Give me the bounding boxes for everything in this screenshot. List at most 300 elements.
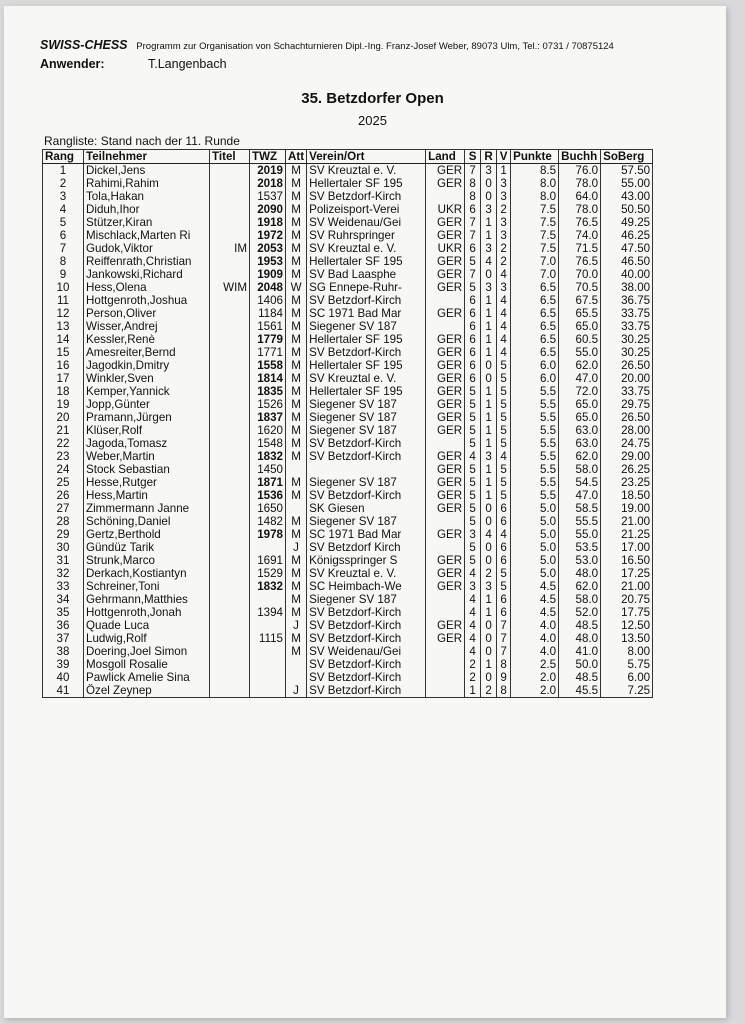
losses-cell: 9	[497, 671, 511, 684]
table-row	[43, 437, 653, 450]
club-cell: Siegener SV 187	[307, 411, 426, 424]
country-cell: UKR	[426, 203, 465, 216]
buchholz-cell: 74.0	[559, 229, 601, 242]
name-cell: Hess,Olena	[84, 281, 210, 294]
losses-cell: 3	[497, 216, 511, 229]
wins-cell: 4	[465, 645, 481, 658]
draws-cell: 1	[481, 476, 497, 489]
title-cell	[210, 606, 250, 619]
buchholz-cell: 78.0	[559, 203, 601, 216]
country-cell	[426, 645, 465, 658]
table-row	[43, 515, 653, 528]
brand-name: SWISS-CHESS	[40, 38, 128, 52]
rang-cell: 14	[43, 333, 84, 346]
twz-cell: 1953	[250, 255, 286, 268]
sonneborn-cell: 23.25	[601, 476, 653, 489]
sonneborn-cell: 46.50	[601, 255, 653, 268]
sonneborn-cell: 13.50	[601, 632, 653, 645]
twz-cell: 1832	[250, 450, 286, 463]
att-cell	[286, 463, 307, 476]
draws-cell: 0	[481, 502, 497, 515]
sonneborn-cell: 17.00	[601, 541, 653, 554]
name-cell: Gehrmann,Matthies	[84, 593, 210, 606]
col-r: R	[481, 150, 497, 164]
att-cell: M	[286, 424, 307, 437]
points-cell: 6.0	[511, 359, 559, 372]
att-cell: M	[286, 320, 307, 333]
wins-cell: 6	[465, 346, 481, 359]
col-punkte: Punkte	[511, 150, 559, 164]
country-cell	[426, 658, 465, 671]
wins-cell: 5	[465, 515, 481, 528]
points-cell: 8.5	[511, 164, 559, 178]
wins-cell: 4	[465, 593, 481, 606]
name-cell: Winkler,Sven	[84, 372, 210, 385]
losses-cell: 7	[497, 632, 511, 645]
twz-cell: 1406	[250, 294, 286, 307]
rang-cell: 18	[43, 385, 84, 398]
att-cell: M	[286, 476, 307, 489]
country-cell: GER	[426, 359, 465, 372]
title-cell	[210, 333, 250, 346]
name-cell: Jopp,Günter	[84, 398, 210, 411]
name-cell: Ludwig,Rolf	[84, 632, 210, 645]
ranking-table	[42, 149, 653, 698]
rang-cell: 19	[43, 398, 84, 411]
sonneborn-cell: 5.75	[601, 658, 653, 671]
twz-cell: 1814	[250, 372, 286, 385]
country-cell: GER	[426, 411, 465, 424]
country-cell: GER	[426, 229, 465, 242]
name-cell: Özel Zeynep	[84, 684, 210, 698]
rang-cell: 23	[43, 450, 84, 463]
buchholz-cell: 58.0	[559, 463, 601, 476]
points-cell: 4.0	[511, 645, 559, 658]
table-header-row	[43, 150, 653, 164]
rang-cell: 16	[43, 359, 84, 372]
name-cell: Tola,Hakan	[84, 190, 210, 203]
name-cell: Rahimi,Rahim	[84, 177, 210, 190]
club-cell: SV Weidenau/Gei	[307, 216, 426, 229]
points-cell: 2.0	[511, 671, 559, 684]
att-cell: M	[286, 398, 307, 411]
table-row	[43, 424, 653, 437]
title-cell	[210, 489, 250, 502]
table-row	[43, 593, 653, 606]
name-cell: Hottgenroth,Jonah	[84, 606, 210, 619]
name-cell: Gertz,Berthold	[84, 528, 210, 541]
draws-cell: 1	[481, 489, 497, 502]
table-row	[43, 229, 653, 242]
twz-cell	[250, 541, 286, 554]
att-cell: M	[286, 385, 307, 398]
wins-cell: 7	[465, 229, 481, 242]
draws-cell: 3	[481, 281, 497, 294]
wins-cell: 6	[465, 307, 481, 320]
country-cell: GER	[426, 255, 465, 268]
name-cell: Stützer,Kiran	[84, 216, 210, 229]
wins-cell: 1	[465, 684, 481, 698]
points-cell: 5.0	[511, 528, 559, 541]
att-cell: M	[286, 632, 307, 645]
buchholz-cell: 71.5	[559, 242, 601, 255]
name-cell: Diduh,Ihor	[84, 203, 210, 216]
club-cell: SV Betzdorf-Kirch	[307, 437, 426, 450]
att-cell: J	[286, 619, 307, 632]
name-cell: Strunk,Marco	[84, 554, 210, 567]
table-row	[43, 450, 653, 463]
title-cell	[210, 658, 250, 671]
table-row	[43, 554, 653, 567]
name-cell: Gudok,Viktor	[84, 242, 210, 255]
buchholz-cell: 53.5	[559, 541, 601, 554]
points-cell: 6.5	[511, 281, 559, 294]
wins-cell: 5	[465, 502, 481, 515]
draws-cell: 1	[481, 307, 497, 320]
wins-cell: 5	[465, 398, 481, 411]
name-cell: Hesse,Rutger	[84, 476, 210, 489]
draws-cell: 4	[481, 255, 497, 268]
sonneborn-cell: 12.50	[601, 619, 653, 632]
points-cell: 6.5	[511, 307, 559, 320]
rang-cell: 10	[43, 281, 84, 294]
country-cell: GER	[426, 372, 465, 385]
buchholz-cell: 62.0	[559, 580, 601, 593]
table-row	[43, 268, 653, 281]
sonneborn-cell: 26.50	[601, 411, 653, 424]
country-cell: UKR	[426, 242, 465, 255]
table-row	[43, 281, 653, 294]
draws-cell: 0	[481, 190, 497, 203]
title-cell	[210, 619, 250, 632]
sonneborn-cell: 17.25	[601, 567, 653, 580]
name-cell: Schöning,Daniel	[84, 515, 210, 528]
buchholz-cell: 54.5	[559, 476, 601, 489]
country-cell: GER	[426, 307, 465, 320]
wins-cell: 6	[465, 203, 481, 216]
draws-cell: 1	[481, 333, 497, 346]
country-cell: GER	[426, 333, 465, 346]
club-cell: Hellertaler SF 195	[307, 359, 426, 372]
sonneborn-cell: 50.50	[601, 203, 653, 216]
title-cell	[210, 567, 250, 580]
att-cell: M	[286, 489, 307, 502]
wins-cell: 5	[465, 541, 481, 554]
rang-cell: 4	[43, 203, 84, 216]
points-cell: 5.5	[511, 424, 559, 437]
draws-cell: 0	[481, 632, 497, 645]
att-cell: M	[286, 294, 307, 307]
sonneborn-cell: 33.75	[601, 307, 653, 320]
twz-cell: 1561	[250, 320, 286, 333]
sonneborn-cell: 28.00	[601, 424, 653, 437]
name-cell: Doering,Joel Simon	[84, 645, 210, 658]
att-cell: M	[286, 255, 307, 268]
twz-cell: 1558	[250, 359, 286, 372]
sonneborn-cell: 21.25	[601, 528, 653, 541]
col-att: Att	[286, 150, 307, 164]
draws-cell: 3	[481, 450, 497, 463]
country-cell	[426, 593, 465, 606]
rang-cell: 40	[43, 671, 84, 684]
points-cell: 5.5	[511, 476, 559, 489]
twz-cell: 1482	[250, 515, 286, 528]
wins-cell: 7	[465, 268, 481, 281]
points-cell: 6.5	[511, 333, 559, 346]
col-name: Teilnehmer	[84, 150, 210, 164]
losses-cell: 4	[497, 450, 511, 463]
country-cell	[426, 671, 465, 684]
draws-cell: 1	[481, 229, 497, 242]
points-cell: 5.5	[511, 450, 559, 463]
att-cell: M	[286, 450, 307, 463]
name-cell: Gündüz Tarik	[84, 541, 210, 554]
losses-cell: 7	[497, 619, 511, 632]
att-cell: M	[286, 593, 307, 606]
rang-cell: 1	[43, 164, 84, 178]
country-cell: GER	[426, 450, 465, 463]
country-cell: GER	[426, 398, 465, 411]
table-row	[43, 216, 653, 229]
sonneborn-cell: 30.25	[601, 333, 653, 346]
sonneborn-cell: 57.50	[601, 164, 653, 178]
col-titel: Titel	[210, 150, 250, 164]
points-cell: 5.5	[511, 411, 559, 424]
wins-cell: 4	[465, 619, 481, 632]
title-cell	[210, 203, 250, 216]
wins-cell: 5	[465, 489, 481, 502]
losses-cell: 6	[497, 593, 511, 606]
club-cell	[307, 463, 426, 476]
buchholz-cell: 70.5	[559, 281, 601, 294]
wins-cell: 8	[465, 190, 481, 203]
points-cell: 8.0	[511, 190, 559, 203]
buchholz-cell: 65.0	[559, 320, 601, 333]
table-row	[43, 463, 653, 476]
table-row	[43, 632, 653, 645]
buchholz-cell: 55.0	[559, 528, 601, 541]
losses-cell: 5	[497, 463, 511, 476]
title-cell	[210, 294, 250, 307]
title-cell	[210, 671, 250, 684]
col-verein: Verein/Ort	[307, 150, 426, 164]
att-cell: M	[286, 580, 307, 593]
title-cell	[210, 515, 250, 528]
wins-cell: 5	[465, 463, 481, 476]
att-cell: M	[286, 177, 307, 190]
title-cell: IM	[210, 242, 250, 255]
user-name: T.Langenbach	[148, 57, 227, 71]
club-cell: SC 1971 Bad Mar	[307, 307, 426, 320]
rang-cell: 26	[43, 489, 84, 502]
twz-cell: 1184	[250, 307, 286, 320]
country-cell: GER	[426, 346, 465, 359]
points-cell: 4.5	[511, 593, 559, 606]
club-cell: SK Giesen	[307, 502, 426, 515]
draws-cell: 1	[481, 320, 497, 333]
twz-cell: 1972	[250, 229, 286, 242]
table-row	[43, 671, 653, 684]
att-cell: M	[286, 528, 307, 541]
title-cell	[210, 177, 250, 190]
rang-cell: 8	[43, 255, 84, 268]
title-cell	[210, 359, 250, 372]
table-row	[43, 476, 653, 489]
club-cell: SV Betzdorf-Kirch	[307, 606, 426, 619]
sonneborn-cell: 38.00	[601, 281, 653, 294]
draws-cell: 1	[481, 411, 497, 424]
col-rang: Rang	[43, 150, 84, 164]
buchholz-cell: 55.0	[559, 346, 601, 359]
twz-cell	[250, 619, 286, 632]
points-cell: 7.0	[511, 255, 559, 268]
club-cell: SV Kreuztal e. V.	[307, 242, 426, 255]
draws-cell: 1	[481, 606, 497, 619]
draws-cell: 0	[481, 554, 497, 567]
twz-cell: 1548	[250, 437, 286, 450]
wins-cell: 3	[465, 580, 481, 593]
draws-cell: 1	[481, 294, 497, 307]
buchholz-cell: 65.0	[559, 411, 601, 424]
name-cell: Reiffenrath,Christian	[84, 255, 210, 268]
rang-cell: 39	[43, 658, 84, 671]
losses-cell: 6	[497, 502, 511, 515]
table-row	[43, 528, 653, 541]
country-cell: GER	[426, 528, 465, 541]
country-cell: GER	[426, 567, 465, 580]
points-cell: 7.5	[511, 203, 559, 216]
wins-cell: 6	[465, 242, 481, 255]
name-cell: Hottgenroth,Joshua	[84, 294, 210, 307]
club-cell: SV Betzdorf-Kirch	[307, 658, 426, 671]
country-cell: GER	[426, 164, 465, 178]
club-cell: SG Ennepe-Ruhr-	[307, 281, 426, 294]
title-cell	[210, 684, 250, 698]
country-cell: GER	[426, 489, 465, 502]
title-cell	[210, 320, 250, 333]
wins-cell: 6	[465, 333, 481, 346]
wins-cell: 5	[465, 255, 481, 268]
losses-cell: 4	[497, 346, 511, 359]
club-cell: Siegener SV 187	[307, 424, 426, 437]
losses-cell: 5	[497, 385, 511, 398]
wins-cell: 5	[465, 437, 481, 450]
buchholz-cell: 47.0	[559, 372, 601, 385]
name-cell: Weber,Martin	[84, 450, 210, 463]
sonneborn-cell: 46.25	[601, 229, 653, 242]
att-cell: M	[286, 216, 307, 229]
points-cell: 7.5	[511, 216, 559, 229]
twz-cell: 1536	[250, 489, 286, 502]
points-cell: 7.0	[511, 268, 559, 281]
losses-cell: 8	[497, 684, 511, 698]
twz-cell	[250, 684, 286, 698]
rang-cell: 7	[43, 242, 84, 255]
title-cell	[210, 463, 250, 476]
att-cell: M	[286, 164, 307, 178]
draws-cell: 0	[481, 359, 497, 372]
draws-cell: 0	[481, 268, 497, 281]
name-cell: Derkach,Kostiantyn	[84, 567, 210, 580]
losses-cell: 6	[497, 554, 511, 567]
wins-cell: 6	[465, 359, 481, 372]
name-cell: Jagoda,Tomasz	[84, 437, 210, 450]
twz-cell: 1537	[250, 190, 286, 203]
country-cell: GER	[426, 424, 465, 437]
buchholz-cell: 41.0	[559, 645, 601, 658]
name-cell: Kessler,Renè	[84, 333, 210, 346]
wins-cell: 5	[465, 554, 481, 567]
table-row	[43, 567, 653, 580]
losses-cell: 5	[497, 372, 511, 385]
buchholz-cell: 64.0	[559, 190, 601, 203]
sonneborn-cell: 49.25	[601, 216, 653, 229]
country-cell	[426, 294, 465, 307]
rang-cell: 35	[43, 606, 84, 619]
table-row	[43, 190, 653, 203]
draws-cell: 1	[481, 658, 497, 671]
table-row	[43, 320, 653, 333]
points-cell: 4.0	[511, 632, 559, 645]
tournament-year: 2025	[358, 113, 387, 128]
att-cell	[286, 671, 307, 684]
att-cell: M	[286, 346, 307, 359]
title-cell	[210, 580, 250, 593]
title-cell	[210, 385, 250, 398]
club-cell: Siegener SV 187	[307, 593, 426, 606]
club-cell: SV Betzdorf-Kirch	[307, 294, 426, 307]
draws-cell: 1	[481, 593, 497, 606]
col-twz: TWZ	[250, 150, 286, 164]
name-cell: Schreiner,Toni	[84, 580, 210, 593]
title-cell	[210, 645, 250, 658]
losses-cell: 1	[497, 164, 511, 178]
losses-cell: 5	[497, 359, 511, 372]
sonneborn-cell: 17.75	[601, 606, 653, 619]
losses-cell: 4	[497, 307, 511, 320]
user-label: Anwender:	[40, 57, 105, 71]
att-cell: M	[286, 203, 307, 216]
country-cell	[426, 684, 465, 698]
sonneborn-cell: 21.00	[601, 580, 653, 593]
country-cell: GER	[426, 554, 465, 567]
losses-cell: 4	[497, 320, 511, 333]
losses-cell: 5	[497, 489, 511, 502]
table-row	[43, 164, 653, 178]
club-cell: SC 1971 Bad Mar	[307, 528, 426, 541]
sonneborn-cell: 29.75	[601, 398, 653, 411]
sonneborn-cell: 6.00	[601, 671, 653, 684]
club-cell: Hellertaler SF 195	[307, 255, 426, 268]
table-row	[43, 684, 653, 698]
att-cell: W	[286, 281, 307, 294]
table-row	[43, 398, 653, 411]
rang-cell: 31	[43, 554, 84, 567]
buchholz-cell: 70.0	[559, 268, 601, 281]
buchholz-cell: 55.5	[559, 515, 601, 528]
title-cell	[210, 398, 250, 411]
sonneborn-cell: 24.75	[601, 437, 653, 450]
sonneborn-cell: 29.00	[601, 450, 653, 463]
att-cell: M	[286, 229, 307, 242]
points-cell: 7.5	[511, 229, 559, 242]
draws-cell: 1	[481, 437, 497, 450]
title-cell	[210, 307, 250, 320]
sonneborn-cell: 47.50	[601, 242, 653, 255]
rang-cell: 25	[43, 476, 84, 489]
title-cell	[210, 437, 250, 450]
club-cell: Hellertaler SF 195	[307, 177, 426, 190]
